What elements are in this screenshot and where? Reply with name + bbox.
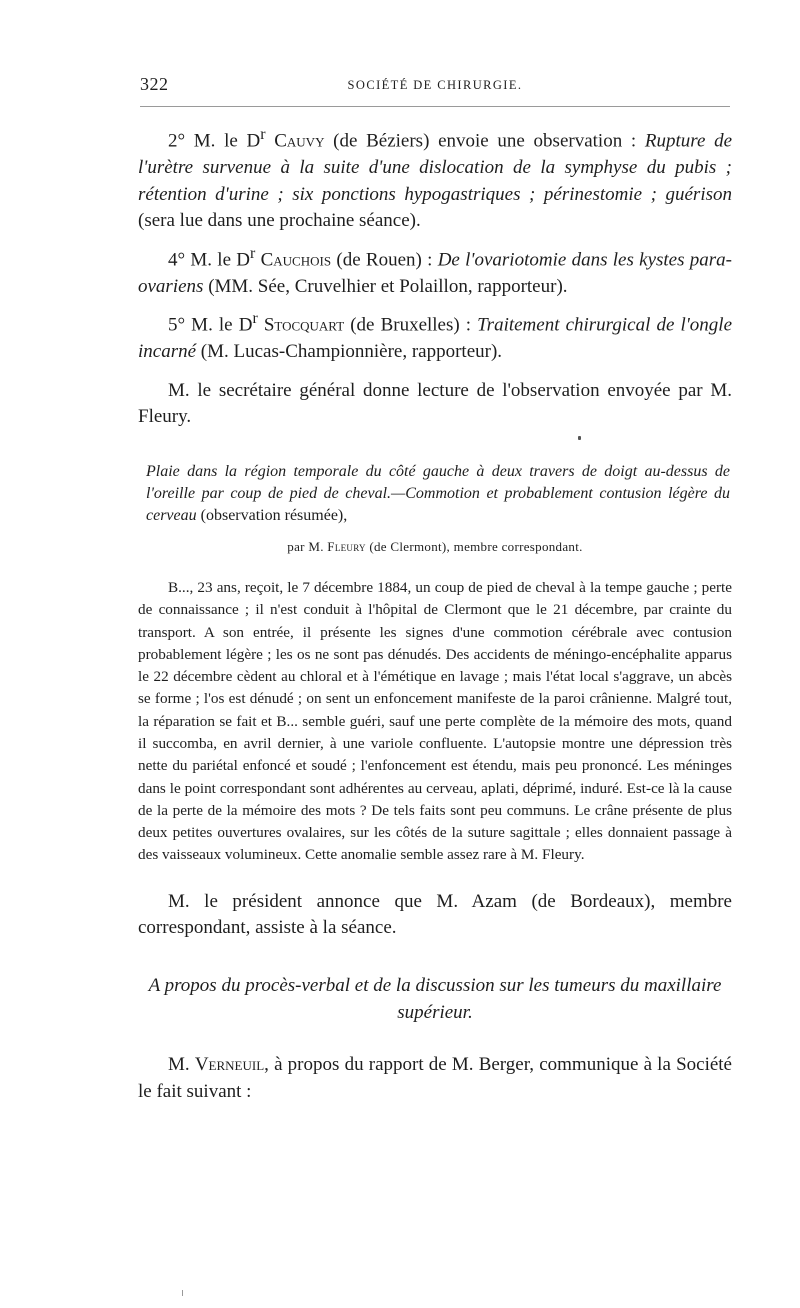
- item-5-tail: (M. Lucas-Championnière, rapporteur).: [196, 341, 503, 363]
- item-2-paragraph: [138, 122, 732, 235]
- item-5-place: (de Bruxelles) :: [344, 314, 478, 336]
- item-4-sup: r: [250, 244, 256, 262]
- verneuil-lead: M.: [168, 1053, 195, 1075]
- item-4-lead: 4° M. le D: [168, 249, 251, 271]
- item-5-title: Traitement chirurgical de l'ongle incarné: [138, 314, 733, 363]
- item-2-tail: (sera lue dans une prochaine séance).: [138, 210, 421, 232]
- observation-text: B..., 23 ans, reçoit, le 7 décembre 1884, un coup de pied de cheval à la tempe gauche ; perte de connaissance ; il n'est conduit à l'hôpital de Clermont que le 21 décembre, par crainte du transport. A son entrée, il présente les signes d'une commotion cérébrale avec contusion probablement légère ; les os ne sont pas dénudés. Des accidents de méningo-encéphalite apparus le 22 décembre cèdent au chloral et à l'émétique en lavage ; mais l'état local s'aggrave, un abcès se forme ; l'os est dénudé ; on sent un enfoncement manifeste de la paroi crânienne. Malgré tout, la réparation se fait et B... semble guéri, sauf une perte complète de la mémoire des mots, quand il succomba, en avril dernier, à une variole confluente. L'autopsie montre une dépression très nette du pariétal enfoncé et soudé ; l'enfoncement est étendu, mais peu prononcé. Les méninges dans le point correspondant sont adhérentes au cerveau, aplati, déprimé, induré. Est-ce là la cause de la perte de la mémoire des mots ? De tels faits sont peu communs. Le crâne présente de plus deux petites ouvertures ovalaires, sur les côtés de la suture sagittale ; elles donnaient passage à des vaisseaux volumineux. Cette anomalie semble assez rare à M. Fleury.: [138, 578, 732, 864]
- page-header: [140, 74, 730, 98]
- byline-suffix: (de Clermont), membre correspondant.: [365, 538, 583, 554]
- header-rule: [140, 106, 730, 107]
- president-paragraph: M. le président annonce que M. Azam (de Bordeaux), membre correspondant, assiste à la séance.: [138, 890, 732, 939]
- item-4-tail: (MM. Sée, Cruvelhier et Polaillon, rapporteur).: [203, 275, 568, 297]
- ink-speck: [578, 436, 581, 440]
- item-2-sup: r: [260, 126, 266, 143]
- verneuil-text: , à propos du rapport de M. Berger, communique à la Société le fait suivant :: [138, 1053, 732, 1102]
- observation-title: [146, 461, 730, 527]
- observation-title-tail: (observation résumée),: [196, 506, 348, 524]
- page-number: 322: [140, 74, 169, 94]
- item-5-author: Stocquart: [263, 314, 345, 336]
- item-5-paragraph: [138, 306, 732, 366]
- section-heading: A propos du procès-verbal et de la discussion sur les tumeurs du maxillaire supérieur.: [148, 974, 722, 1023]
- item-4-paragraph: [138, 241, 732, 301]
- running-head: SOCIÉTÉ DE CHIRURGIE.: [347, 78, 523, 92]
- item-5-lead: 5° M. le D: [168, 314, 253, 336]
- byline-author: Fleury: [327, 538, 366, 554]
- observation-title-text: Plaie dans la région temporale du côté gauche à deux travers de doigt au-dessus de l'oreille par coup de pied de cheval.—Commotion et probablement contusion légère du cerveau: [146, 462, 730, 524]
- observation-byline: [138, 539, 732, 555]
- item-5-sup: r: [252, 310, 258, 328]
- page-body: [138, 122, 732, 1105]
- item-4-place: (de Rouen) :: [331, 249, 438, 271]
- ink-speck-bottom: [182, 1290, 183, 1296]
- item-2-author: Cauvy: [274, 130, 325, 152]
- byline-prefix: par M.: [287, 538, 328, 554]
- item-2-place: (de Béziers) envoie une observation :: [324, 130, 645, 152]
- secretary-paragraph: M. le secrétaire général donne lecture de l'observation envoyée par M. Fleury.: [138, 379, 732, 428]
- item-2-title: Rupture de l'urètre survenue à la suite d'une dislocation de la symphyse du pubis ; rétention d'urine ; six ponctions hypogastriques ; périnestomie ; guérison: [138, 130, 733, 205]
- item-4-title: De l'ovariotomie dans les kystes para-ovariens: [138, 249, 733, 297]
- item-2-lead: 2° M. le D: [168, 130, 261, 152]
- verneuil-paragraph: [138, 1052, 732, 1105]
- verneuil-author: Verneuil: [194, 1053, 265, 1075]
- item-4-author: Cauchois: [260, 249, 332, 271]
